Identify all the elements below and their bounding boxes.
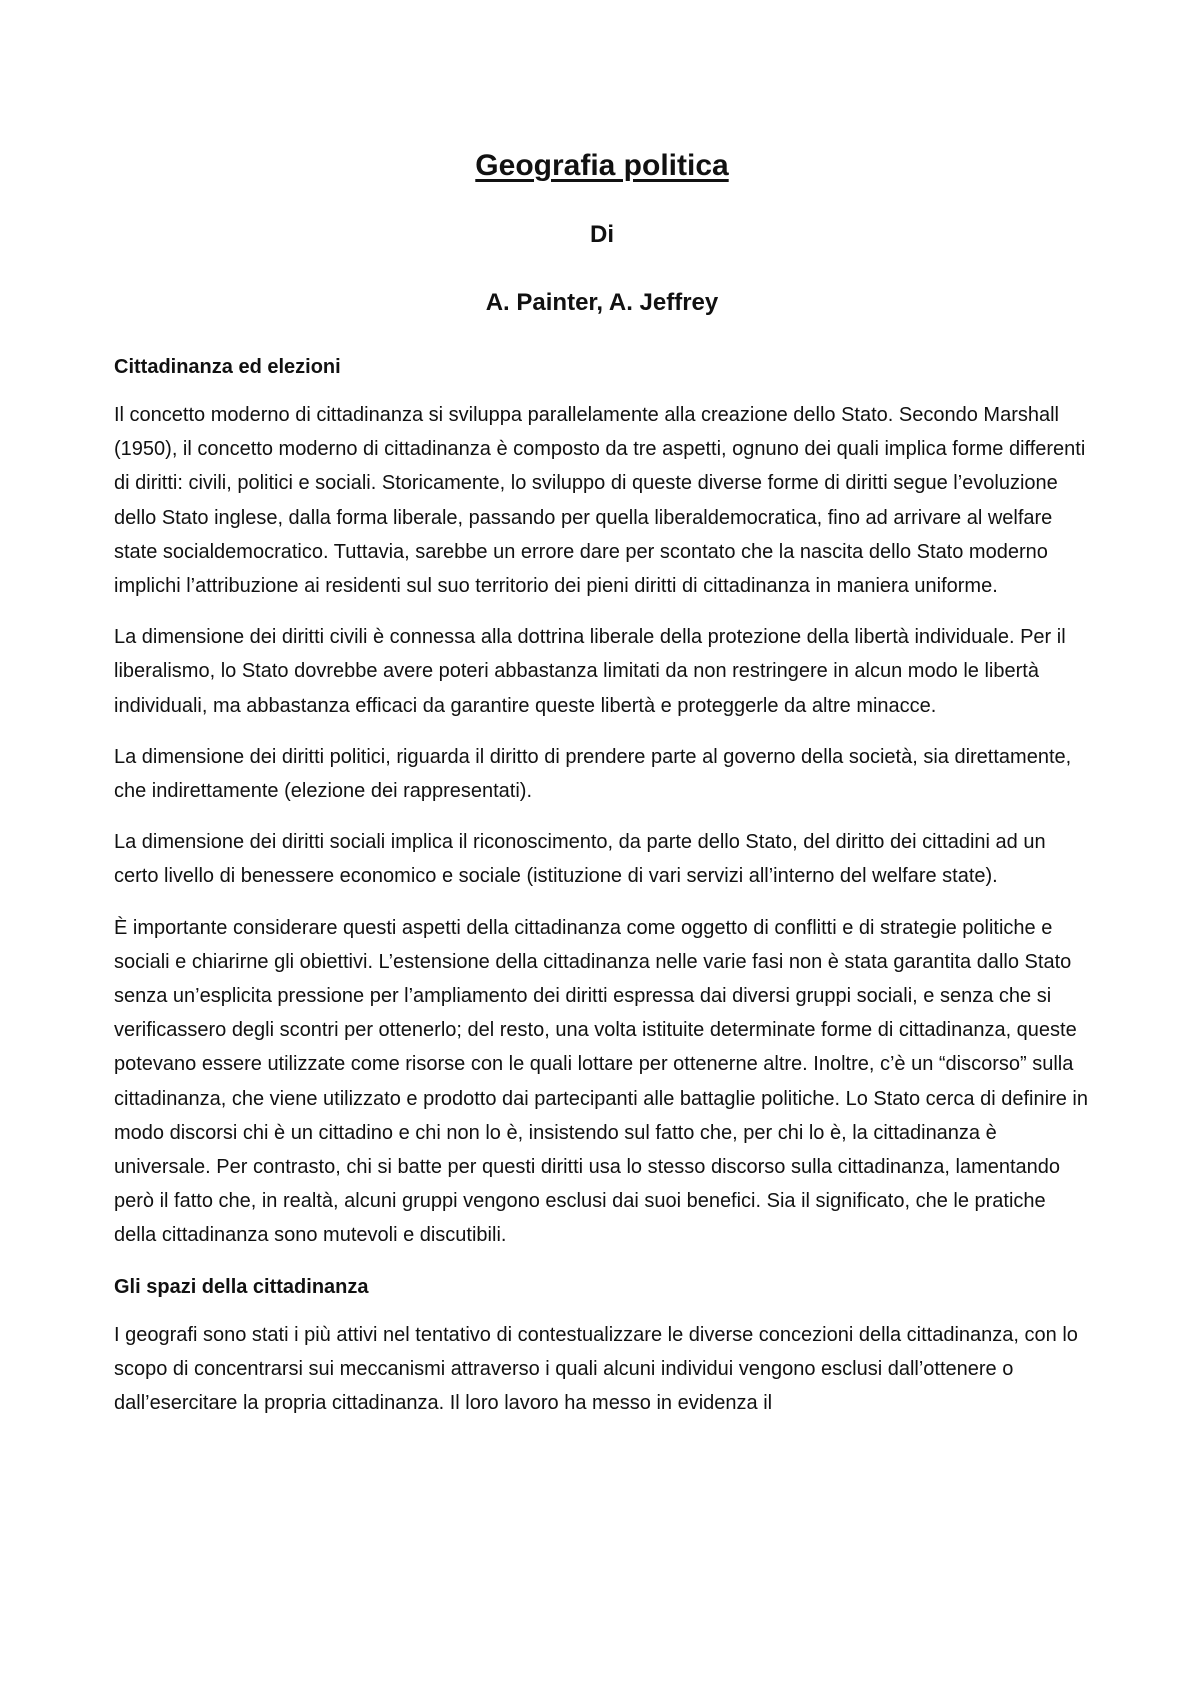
- paragraph: La dimensione dei diritti politici, riguarda il diritto di prendere parte al governo della società, sia direttamente, che indirettamente (elezione dei rappresentati).: [114, 745, 1072, 803]
- document-title: Geografia politica: [475, 149, 729, 182]
- section-heading-cittadinanza-elezioni: Cittadinanza ed elezioni: [114, 356, 341, 378]
- byline-di: Di: [590, 221, 614, 248]
- paragraph: La dimensione dei diritti sociali implica il riconoscimento, da parte dello Stato, del diritto dei cittadini ad un certo livello di benessere economico e sociale (istituzione di vari servizi all’interno del welfare state).: [114, 831, 1046, 888]
- paragraph: I geografi sono stati i più attivi nel tentativo di contestualizzare le diverse concezioni della cittadinanza, con lo scopo di concentrarsi sui meccanismi attraverso i quali alcuni individui vengono esclusi dall’ottenere o dall’esercitare la propria cittadinanza. Il loro lavoro ha messo in evidenza il: [114, 1323, 1078, 1415]
- document-body: [114, 350, 1090, 1437]
- section-heading-spazi-cittadinanza: Gli spazi della cittadinanza: [114, 1275, 369, 1298]
- paragraph: La dimensione dei diritti civili è connessa alla dottrina liberale della protezione della libertà individuale. Per il liberalismo, lo Stato dovrebbe avere poteri abbastanza limitati da non restringere in alcun modo le libertà individuali, ma abbastanza efficaci da garantire queste libertà e proteggerle da altre minacce.: [114, 626, 1066, 717]
- authors: A. Painter, A. Jeffrey: [485, 289, 719, 316]
- paragraph: Il concetto moderno di cittadinanza si sviluppa parallelamente alla creazione dello Stato. Secondo Marshall (1950), il concetto moderno di cittadinanza è composto da tre aspetti, ognuno dei quali implica forme differenti di diritti: civili, politici e sociali. Storicamente, lo sviluppo di queste diverse forme di diritti segue l’evoluzione dello Stato inglese, dalla forma liberale, passando per quella liberaldemocratica, fino ad arrivare al welfare state socialdemocratico. Tuttavia, sarebbe un errore dare per scontato che la nascita dello Stato moderno implichi l’attribuzione ai residenti sul suo territorio dei pieni diritti di cittadinanza in maniera uniforme.: [114, 404, 1086, 598]
- paragraph: È importante considerare questi aspetti della cittadinanza come oggetto di conflitti e di strategie politiche e sociali e chiarirne gli obiettivi. L’estensione della cittadinanza nelle varie fasi non è stata garantita dallo Stato senza un’esplicita pressione per l’ampliamento dei diritti espressa dai diversi gruppi sociali, e senza che si verificassero degli scontri per ottenerlo; del resto, una volta istituite determinate forme di cittadinanza, queste potevano essere utilizzate come risorse con le quali lottare per ottenerne altre. Inoltre, c’è un “discorso” sulla cittadinanza, che viene utilizzato e prodotto dai partecipanti alle battaglie politiche. Lo Stato cerca di definire in modo discorsi chi è un cittadino e chi non lo è, insistendo sul fatto che, per chi lo è, la cittadinanza è universale. Per contrasto, chi si batte per questi diritti usa lo stesso discorso sulla cittadinanza, lamentando però il fatto che, in realtà, alcuni gruppi vengono esclusi dai suoi benefici. Sia il significato, che le pratiche della cittadinanza sono mutevoli e discutibili.: [114, 916, 1088, 1247]
